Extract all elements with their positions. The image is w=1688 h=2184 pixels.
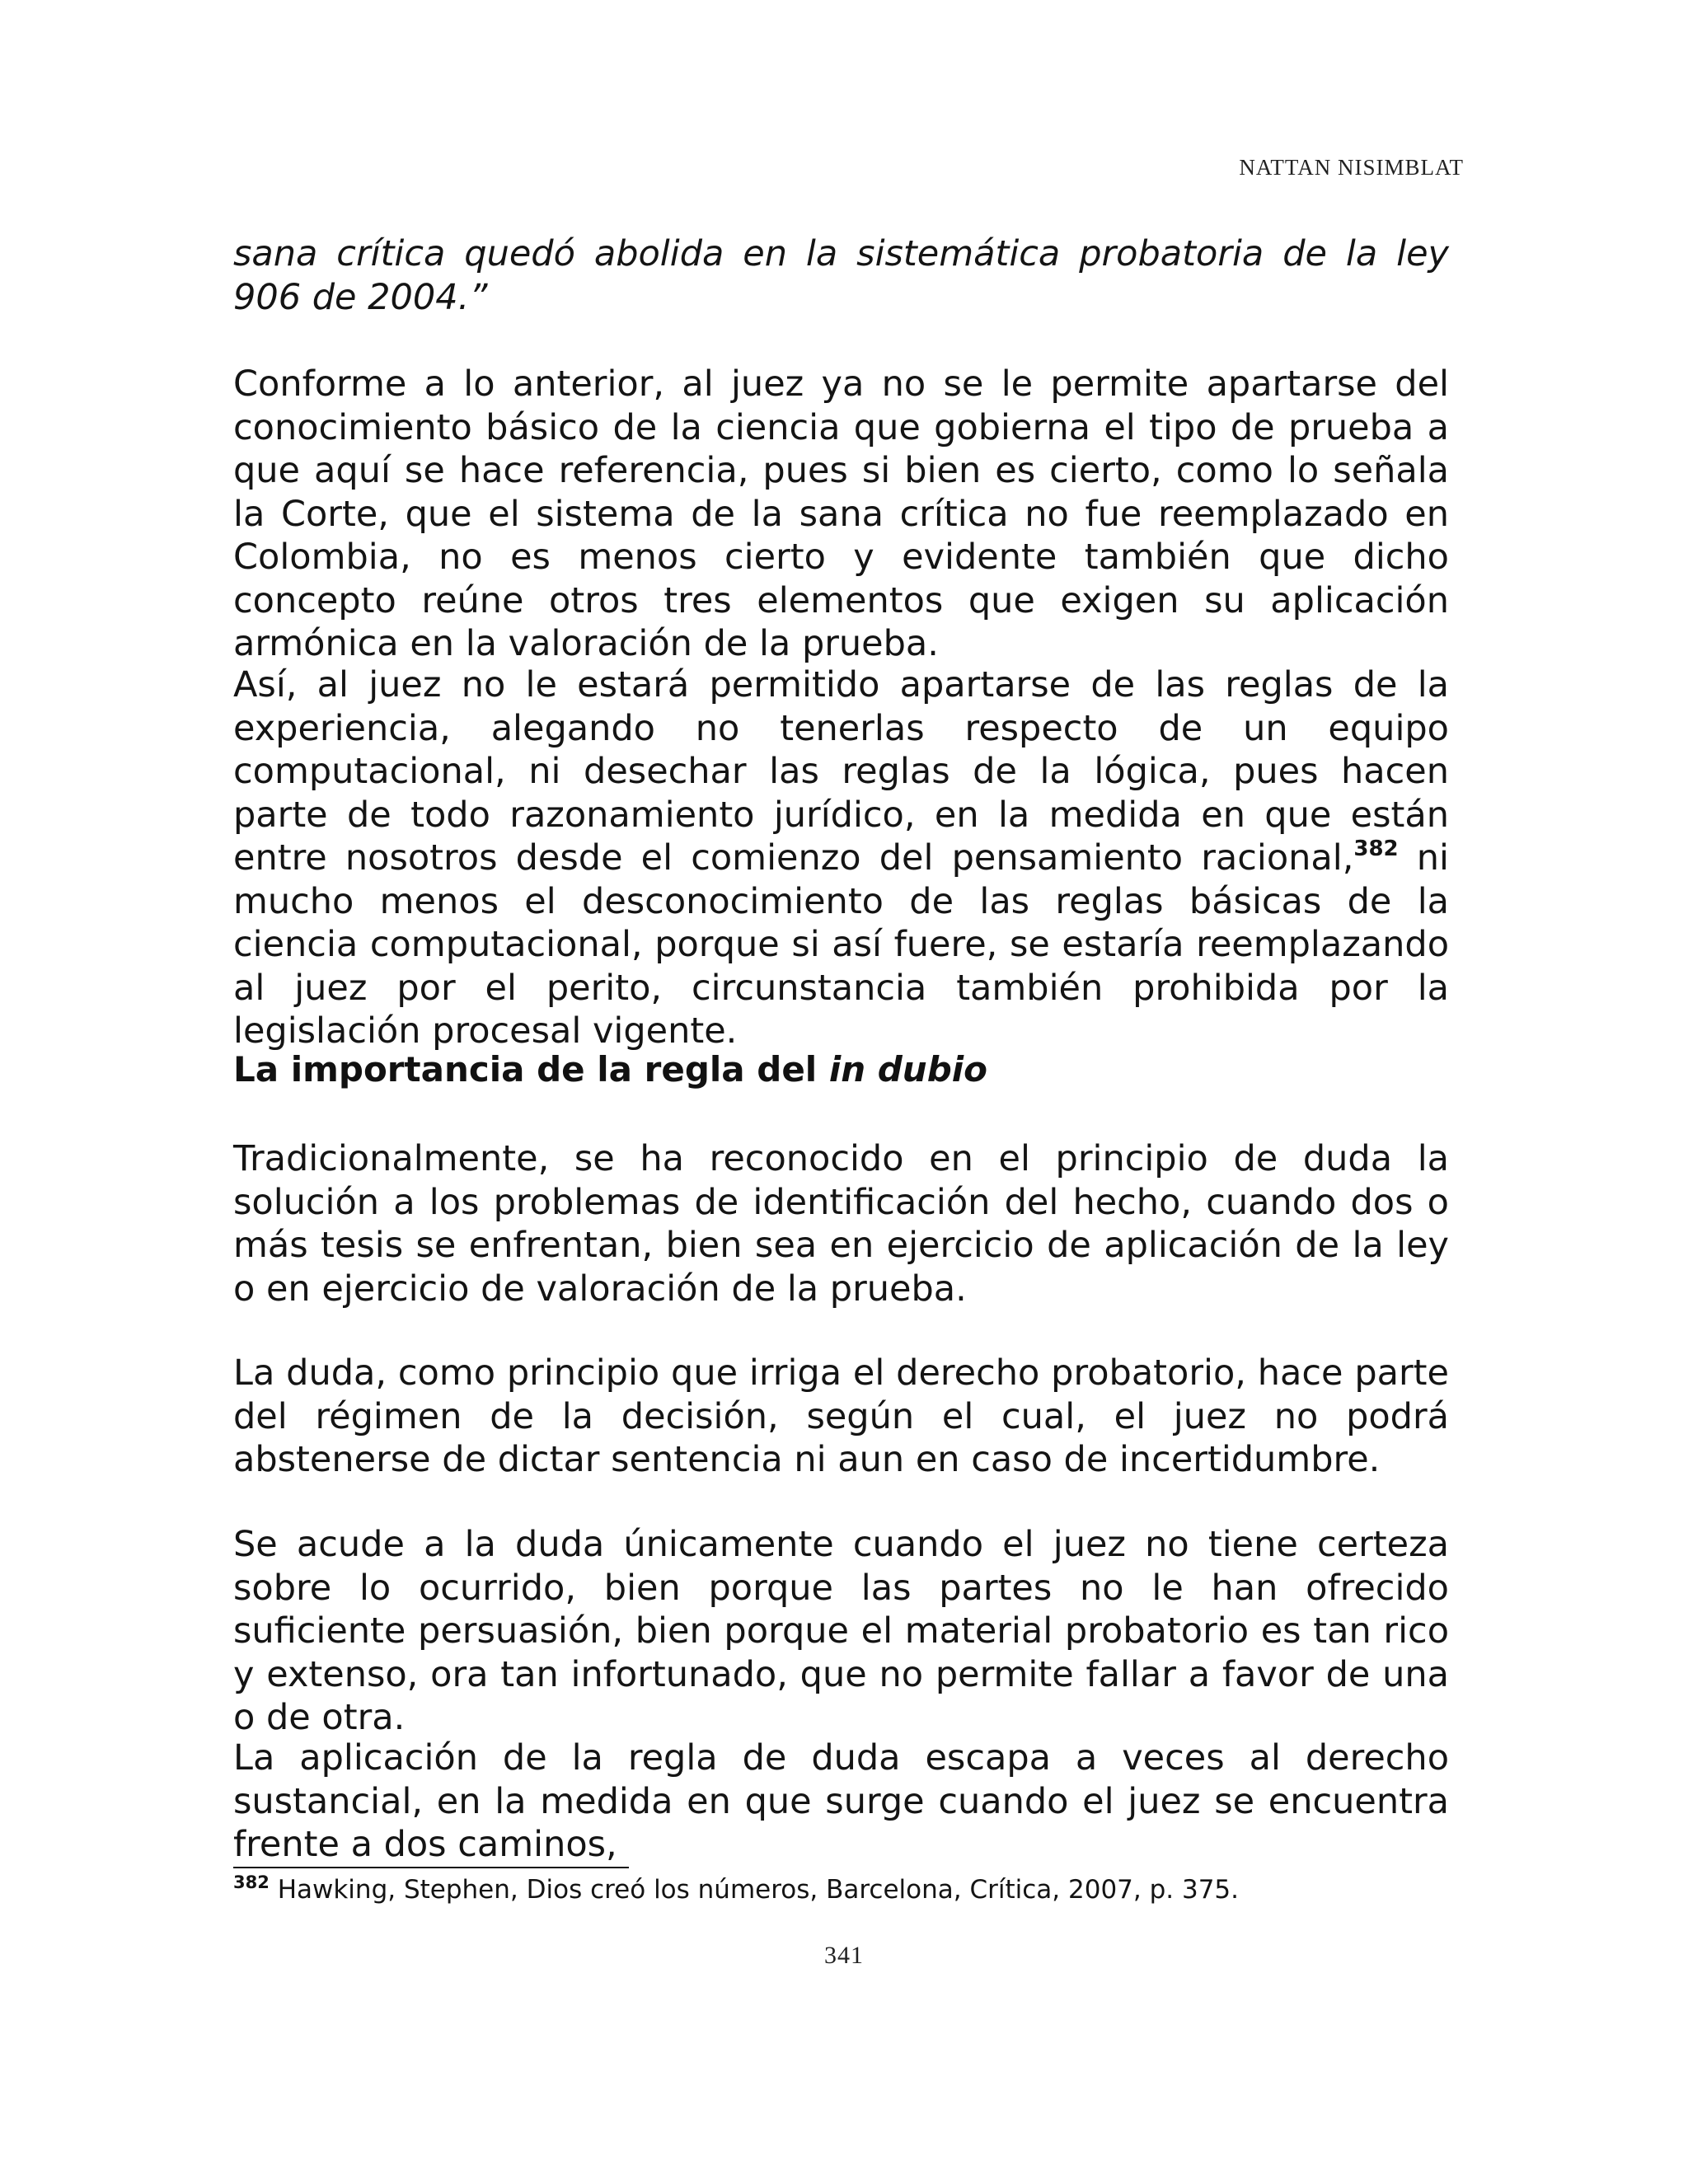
paragraph-2-text-before: Así, al juez no le estará permitido apartarse de las reglas de la experiencia, alegando no tenerlas respecto de un equipo computacional, ni desechar las reglas de la lógica, pues hacen parte de todo razonamiento jurídico, en la medida en que están entre nosotros desde el comienzo del pensamiento racional,	[233, 664, 1449, 879]
paragraph-2-text	[233, 663, 1449, 1053]
section-heading-text: La importancia de la regla del	[233, 1049, 829, 1090]
quote-ending	[233, 232, 1449, 319]
paragraph-3-text: Tradicionalmente, se ha reconocido en el principio de duda la solución a los problemas de identificación del hecho, cuando dos o más tesis se enfrentan, bien sea en ejercicio de aplicación de la ley o en ejercicio de valoración de la prueba.	[233, 1138, 1449, 1310]
paragraph-2	[233, 663, 1449, 1053]
paragraph-5	[233, 1523, 1449, 1740]
footnote-382	[233, 1873, 1449, 1906]
running-header-author: NATTAN NISIMBLAT	[1239, 155, 1464, 180]
footnote-separator	[233, 1867, 629, 1868]
paragraph-6-text: La aplicación de la regla de duda escapa a veces al derecho sustancial, en la medida en que surge cuando el juez se encuentra frente a dos caminos,	[233, 1737, 1449, 1865]
footnote-number: 382	[233, 1872, 270, 1892]
footnote-reference-382[interactable]: 382	[1353, 837, 1399, 861]
paragraph-6	[233, 1736, 1449, 1867]
paragraph-2-text-after: ni mucho menos el desconocimiento de las reglas básicas de la ciencia computacional, porque si así fuere, se estaría reemplazando al juez por el perito, circunstancia también prohibida por la legislación procesal vigente.	[233, 837, 1449, 1052]
footnote-text: Hawking, Stephen, Dios creó los números, Barcelona, Crítica, 2007, p. 375.	[269, 1875, 1240, 1905]
page-number: 341	[824, 1942, 864, 1969]
paragraph-1	[233, 363, 1449, 666]
paragraph-1-text: Conforme a lo anterior, al juez ya no se le permite apartarse del conocimiento básico de la ciencia que gobierna el tipo de prueba a que aquí se hace referencia, pues si bien es cierto, como lo señala la Corte, que el sistema de la sana crítica no fue reemplazado en Colombia, no es menos cierto y evidente también que dicho concepto reúne otros tres elementos que exigen su aplicación armónica en la valoración de la prueba.	[233, 363, 1449, 664]
quote-text: sana crítica quedó abolida en la sistemática probatoria de la ley 906 de 2004.”	[233, 233, 1449, 318]
paragraph-4	[233, 1352, 1449, 1482]
paragraph-5-text: Se acude a la duda únicamente cuando el juez no tiene certeza sobre lo ocurrido, bien porque las partes no le han ofrecido suficiente persuasión, bien porque el material probatorio es tan rico y extenso, ora tan infortunado, que no permite fallar a favor de una o de otra.	[233, 1524, 1449, 1738]
paragraph-4-text: La duda, como principio que irriga el derecho probatorio, hace parte del régimen de la decisión, según el cual, el juez no podrá abstenerse de dictar sentencia ni aun en caso de incertidumbre.	[233, 1352, 1449, 1480]
section-heading-italic: in dubio	[828, 1049, 988, 1090]
section-heading	[233, 1049, 987, 1090]
paragraph-3	[233, 1137, 1449, 1310]
